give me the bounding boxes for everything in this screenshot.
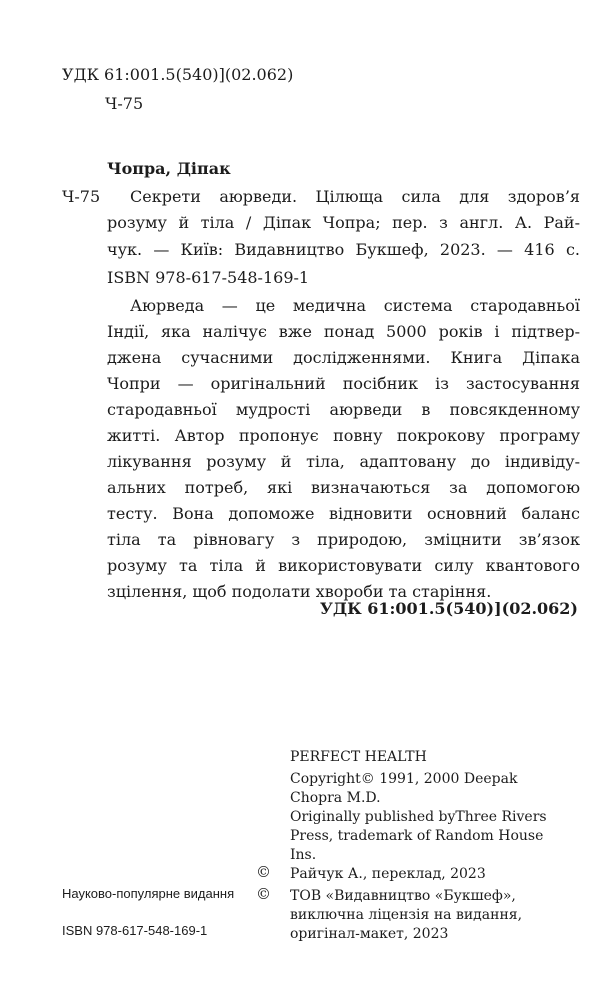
title-line-2: розуму й тіла / Діпак Чопра; пер. з англ. А. Рай- [107,213,580,232]
original-copyright: Copyright© 1991, 2000 Deepak [290,771,518,787]
index-header: Ч-75 [105,94,144,113]
title-line-3: чук. — Київ: Видавництво Букшеф, 2023. — 416 с. [107,240,580,259]
record-index: Ч-75 [62,187,101,206]
annotation-line: зцілення, щоб подолати хвороби та старіння. [107,582,492,601]
annotation-line: житті. Автор пропонує повну покрокову програму [107,426,580,445]
annotation-line: Чопри — оригінальний посібник із застосування [107,374,580,393]
annotation-line: розуму та тіла й використовувати силу квантового [107,556,580,575]
annotation-line: тесту. Вона допоможе відновити основний баланс [107,504,580,523]
udk-footer: УДК 61:001.5(540)](02.062) [319,599,578,618]
original-copyright: Chopra M.D. [290,790,381,806]
annotation-line: лікування розуму й тіла, адаптовану до індивіду- [107,452,580,471]
translator-copyright: Райчук А., переклад, 2023 [290,866,486,882]
copyright-symbol: © [256,863,271,881]
annotation [107,293,580,605]
edition-type: Науково-популярне видання [62,886,235,901]
annotation-line: альних потреб, які визначаються за допомогою [107,478,580,497]
title-line-1: Секрети аюрведи. Цілюща сила для здоров’я [130,187,580,206]
record-isbn: ISBN 978-617-548-169-1 [107,268,310,287]
annotation-line: стародавньої мудрості аюрведи в повсякденному [107,400,580,419]
original-publisher: Ins. [290,847,317,863]
annotation-line: джена сучасними дослідженнями. Книга Діпака [107,348,580,367]
publisher-copyright: оригінал-макет, 2023 [290,926,449,942]
original-title: PERFECT HEALTH [290,749,427,765]
annotation-line: тіла та рівновагу з природою, зміцнити зв’язок [107,530,580,549]
udk-header: УДК 61:001.5(540)](02.062) [62,65,294,84]
annotation-line: Аюрведа — це медична система стародавньої [130,296,580,315]
publisher-copyright: виключна ліцензія на видання, [290,907,523,923]
publisher-copyright: ТОВ «Видавництво «Букшеф», [290,888,516,904]
original-publisher: Originally published byThree Rivers [290,809,547,825]
copyright-symbol: © [256,885,271,903]
original-publisher: Press, trademark of Random House [290,828,544,844]
bottom-isbn: ISBN 978-617-548-169-1 [62,923,208,938]
author-name: Чопра, Діпак [107,159,231,178]
annotation-line: Індії, яка налічує вже понад 5000 років і підтвер- [107,322,580,341]
